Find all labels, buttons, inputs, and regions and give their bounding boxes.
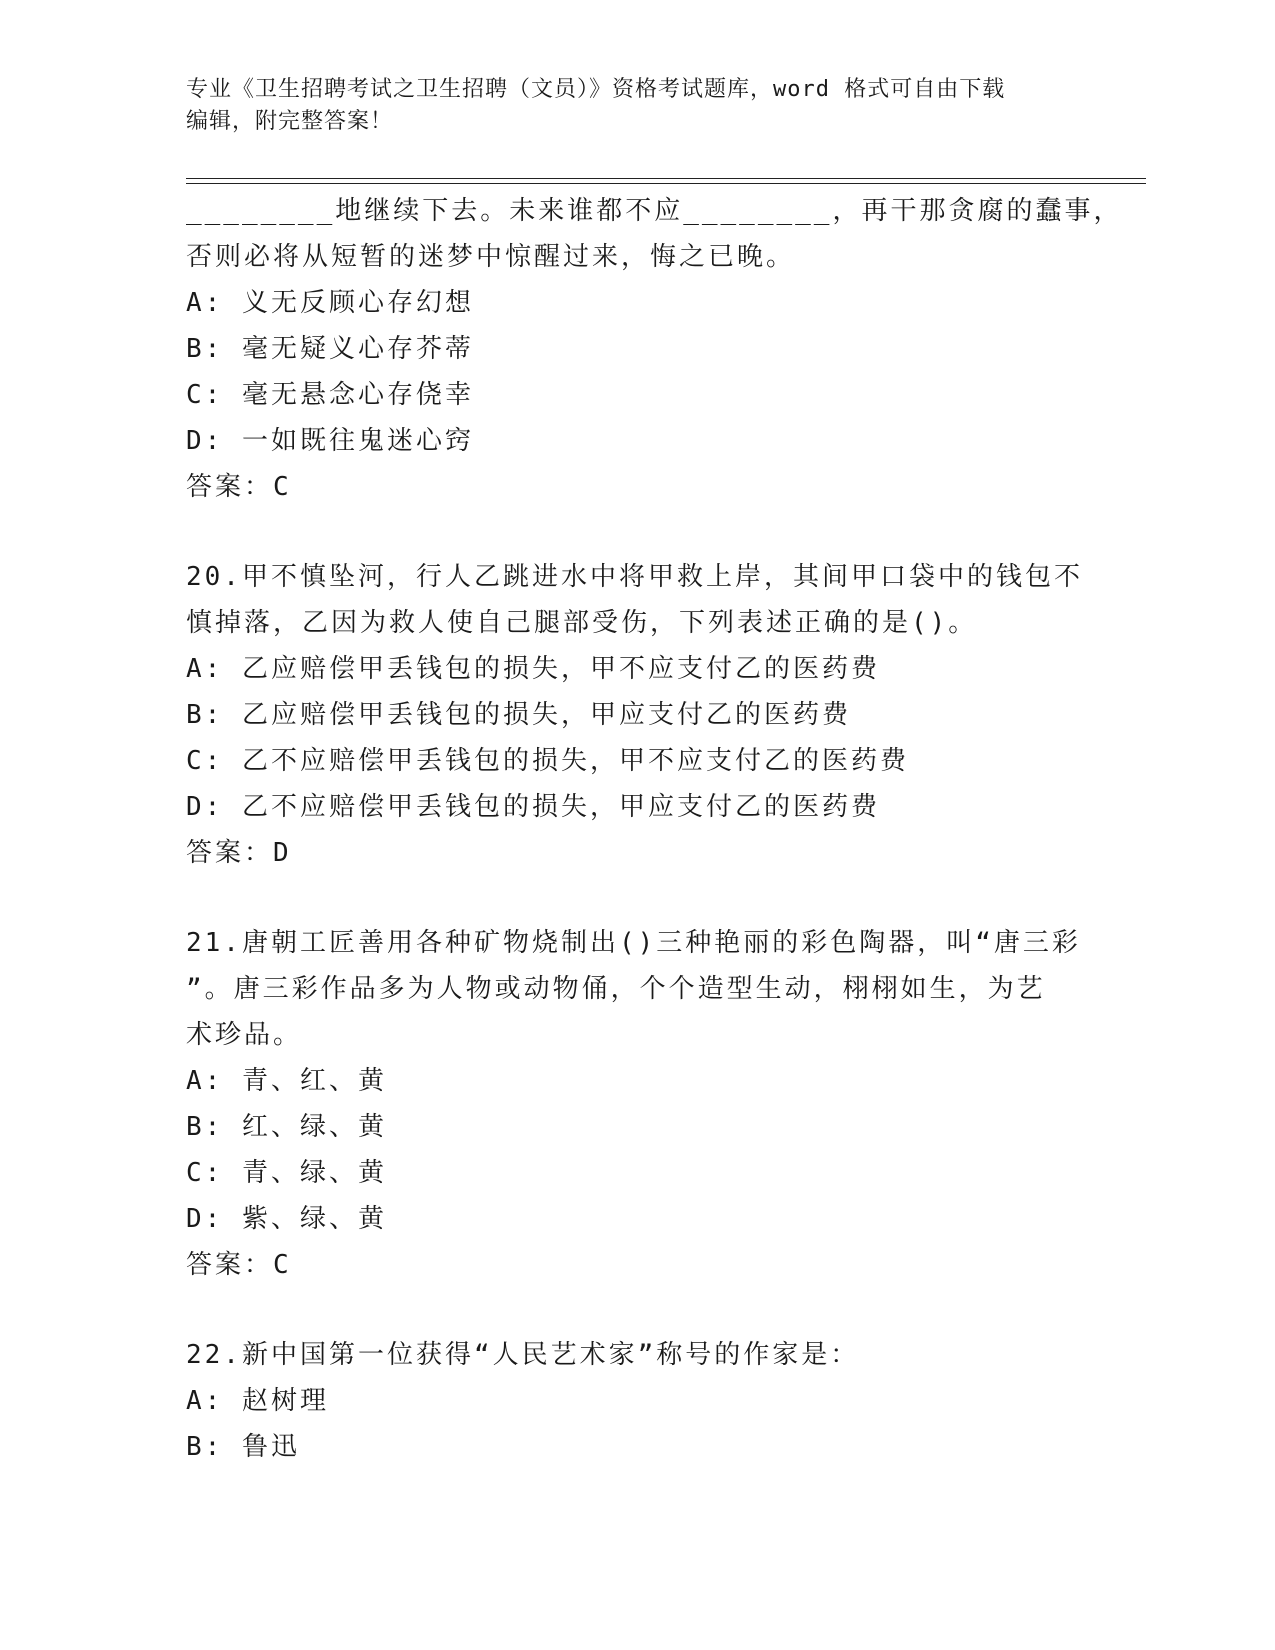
option-b: B: 毫无疑义心存芥蒂 bbox=[186, 334, 474, 364]
option-b: B: 鲁迅 bbox=[186, 1432, 300, 1462]
question-stem-line: ”。唐三彩作品多为人物或动物俑，个个造型生动，栩栩如生，为艺 bbox=[186, 974, 1046, 1004]
answer-line: 答案：C bbox=[186, 472, 292, 502]
option-d: D: 紫、绿、黄 bbox=[186, 1204, 387, 1234]
option-b: B: 乙应赔偿甲丢钱包的损失，甲应支付乙的医药费 bbox=[186, 700, 851, 730]
option-b: B: 红、绿、黄 bbox=[186, 1112, 387, 1142]
question-stem-line: ________地继续下去。未来谁都不应________，再干那贪腐的蠢事， bbox=[186, 196, 1123, 226]
question-stem-line: 22.新中国第一位获得“人民艺术家”称号的作家是： bbox=[186, 1340, 860, 1370]
header-line-2: 编辑，附完整答案！ bbox=[186, 109, 394, 134]
header-line-1: 专业《卫生招聘考试之卫生招聘（文员）》资格考试题库，word 格式可自由下载 bbox=[186, 77, 1006, 102]
question-stem-line: 术珍品。 bbox=[186, 1020, 303, 1050]
document-header bbox=[186, 74, 1066, 138]
question-stem-line: 21.唐朝工匠善用各种矿物烧制出()三种艳丽的彩色陶器，叫“唐三彩 bbox=[186, 928, 1081, 958]
question-stem-line: 否则必将从短暂的迷梦中惊醒过来，悔之已晚。 bbox=[186, 242, 796, 272]
header-divider-top bbox=[186, 178, 1146, 179]
question-stem-line: 20.甲不慎坠河，行人乙跳进水中将甲救上岸，其间甲口袋中的钱包不 bbox=[186, 562, 1083, 592]
question-stem-line: 慎掉落，乙因为救人使自己腿部受伤，下列表述正确的是()。 bbox=[186, 608, 978, 638]
option-c: C: 毫无悬念心存侥幸 bbox=[186, 380, 474, 410]
option-a: A: 义无反顾心存幻想 bbox=[186, 288, 474, 318]
option-a: A: 乙应赔偿甲丢钱包的损失，甲不应支付乙的医药费 bbox=[186, 654, 880, 684]
option-d: D: 乙不应赔偿甲丢钱包的损失，甲应支付乙的医药费 bbox=[186, 792, 880, 822]
option-a: A: 赵树理 bbox=[186, 1386, 329, 1416]
question-list bbox=[186, 188, 1123, 1470]
question-22 bbox=[186, 1332, 1086, 1470]
answer-line: 答案：D bbox=[186, 838, 292, 868]
question-20 bbox=[186, 554, 1086, 876]
question-21 bbox=[186, 920, 1086, 1288]
option-c: C: 青、绿、黄 bbox=[186, 1158, 387, 1188]
option-a: A: 青、红、黄 bbox=[186, 1066, 387, 1096]
header-divider-bottom bbox=[186, 183, 1146, 184]
option-c: C: 乙不应赔偿甲丢钱包的损失，甲不应支付乙的医药费 bbox=[186, 746, 909, 776]
answer-line: 答案：C bbox=[186, 1250, 292, 1280]
option-d: D: 一如既往鬼迷心窍 bbox=[186, 426, 474, 456]
question-19 bbox=[186, 188, 1123, 510]
